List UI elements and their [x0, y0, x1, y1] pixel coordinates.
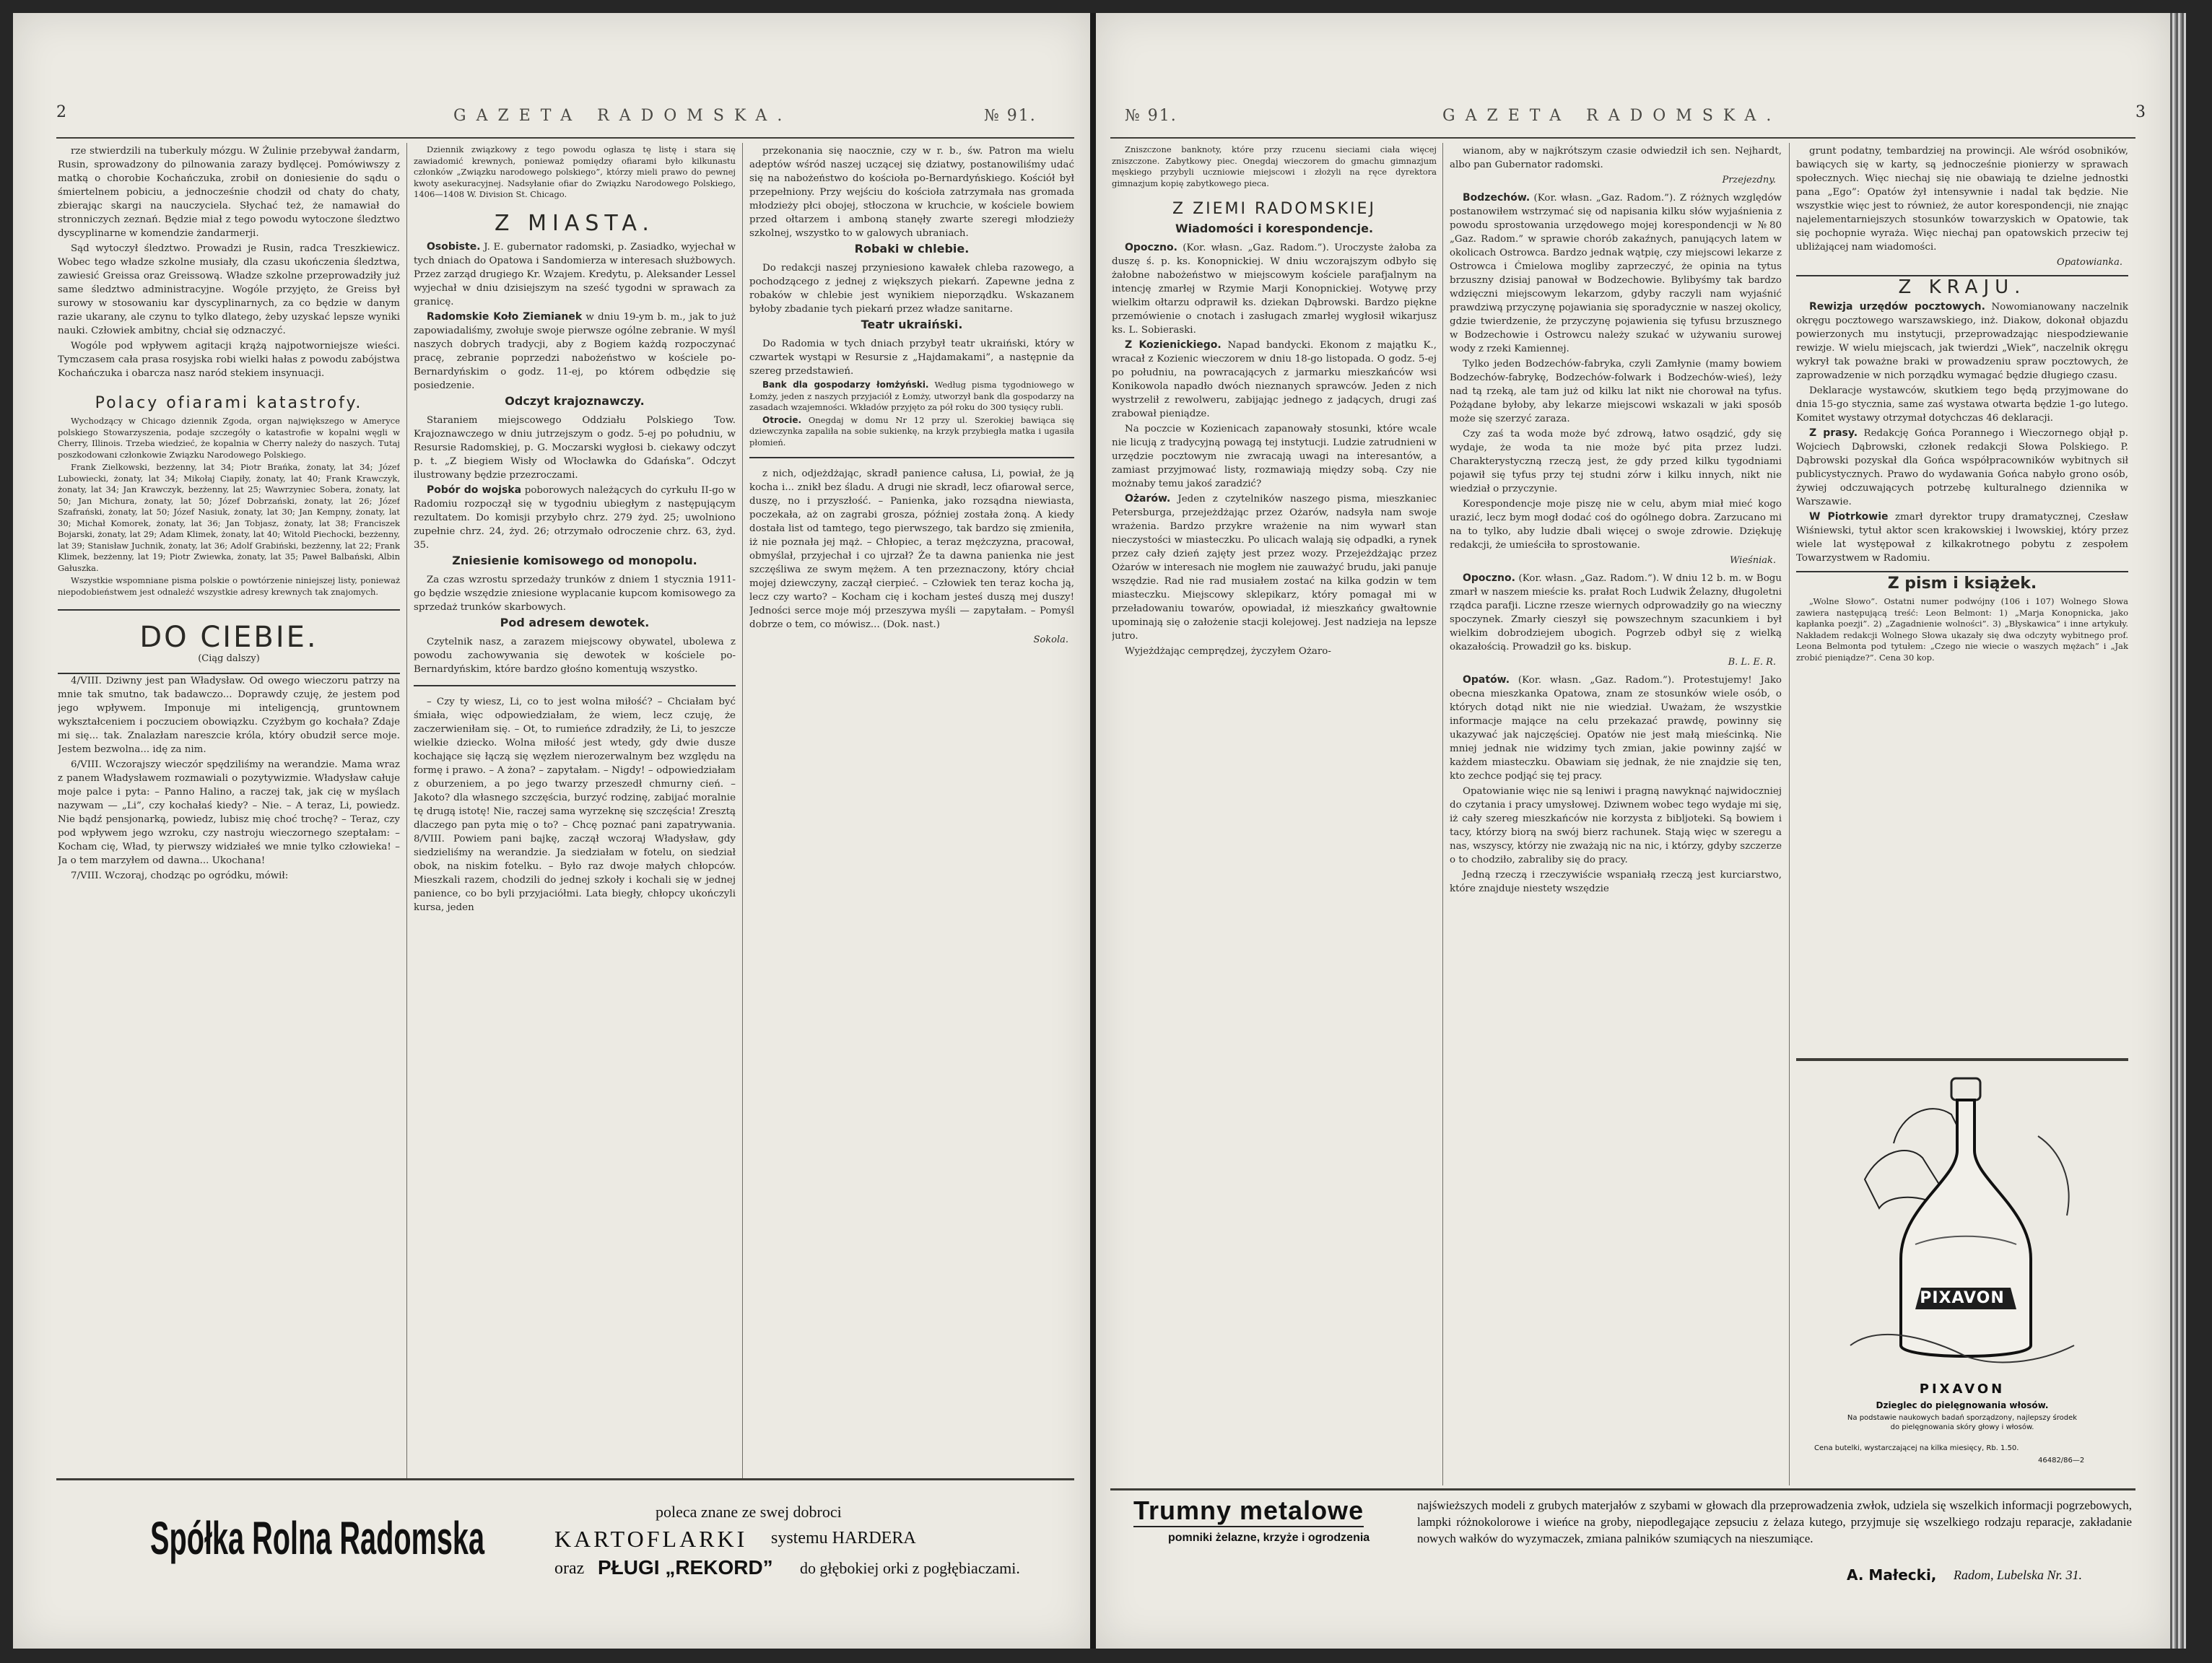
subhead: Teatr ukraiński. — [861, 318, 963, 331]
ad-brand: PIXAVON — [1920, 1289, 2005, 1307]
story-subtitle: (Ciąg dalszy) — [198, 653, 260, 664]
article-text: (Kor. własn. „Gaz. Radom.”). W dniu 12 b. m. w Bogu zmarł w naszem mieście ks. prałat Roch Ludwik Żelazny, długoletni rządca parafji. Liczne rzesze wiernych odprowadziły go na wieczny spoczynek. Zmarły cieszył się powszechnym szacunkiem i był wielkim dobrodziejem ubogich. Pogrzeb odbył się z wielką okazałością. Prowadził go ks. biskup. — [1450, 573, 1782, 652]
article-text: Jeden z czytelników naszego pisma, mieszkaniec Petersburga, przejeżdżając przez Ożarów, nadsyła nam swoje wrażenia. Bardzo przykre wrażenie na nim wywarł stan nieczystości w miasteczku. Po ulicach walają się odpadki, a rynek przez cały dzień zajęty jest przez wozy. Przejeżdżając przez Ożarów w interesach nie mogłem nie zauważyć brudu, jaki panuje wszędzie. Rad nie rad musiałem zostać na kilka godzin w tem miasteczku. Miejscowy sklepikarz, który pomagał mi w przeładowaniu towarów, opowiadał, iż mieszkańcy gwałtownie upominają się o założenie stacji kolejowej. Jest nadzieja na lepsze jutro. — [1112, 494, 1437, 642]
article-text: Na poczcie w Kozienicach zapanowały stosunki, które wcale nie licują z tradycyjną powagą tej instytucji. Ludzie zatrudnieni w urzędzie pocztowym nie zwracają uwagi na interesantów, a zamiast przyjmować listy, rozmawiają między sobą. Czy nie możnaby temu jakoś zaradzić? — [1112, 424, 1437, 489]
ad-brand: PIXAVON — [1919, 1382, 2006, 1397]
right-column-2 — [1450, 144, 1782, 1480]
ad-owner: A. Małecki, — [1847, 1566, 1937, 1584]
ad-price: Cena butelki, wystarczającej na kilka miesięcy, Rb. 1.50. — [1814, 1444, 2019, 1452]
subhead: Z prasy. — [1809, 427, 1858, 439]
right-column-1 — [1112, 144, 1437, 1480]
article-text: Korespondencje moje piszę nie w celu, abym miał mieć kogo urazić, lecz bym mogł dodać coś do ogólnego dobra. Zarzucano mi na to tylko, aby ludzie dbali więcej o swoje zdrowie. Dziękuję redakcji, że umieściła to sprostowanie. — [1450, 499, 1782, 551]
subhead: Ożarów. — [1125, 493, 1171, 505]
story-title: DO CIEBIE. — [139, 621, 318, 654]
subhead: Pobór do wojska — [427, 484, 522, 496]
article-text: Do redakcji naszej przyniesiono kawałek chleba razowego, a pochodzącego z jednej z większych piekarń. Zapewne jedna z robaków w chlebie jest wynikiem nieporządku. Wskazanem byłoby zbadanie tych piekarń przez władze sanitarne. — [749, 263, 1074, 315]
ad-subtitle: pomniki żelazne, krzyże i ogrodzenia — [1168, 1532, 1370, 1544]
article-text: Nowomianowany naczelnik okręgu pocztowego warszawskiego, inż. Diakow, dokonał objazdu powierzonych mu instytucji, przeprowadzając niespodziewanie rewizje. W wielu miejscach, jak twierdzi „Wiek”, naczelnik okręgu wykrył tak poważne braki w prowadzeniu spraw pocztowych, że zaprowadzenie w nich porządku wymagać będzie długiego czasu. — [1796, 302, 2128, 381]
section-rule — [1796, 571, 2128, 572]
subhead: Radomskie Koło Ziemianek — [427, 310, 583, 323]
section-subtitle: Wiadomości i korespondencje. — [1175, 222, 1374, 235]
page-gutter — [1090, 13, 1096, 1649]
ad-address: Radom, Lubelska Nr. 31. — [1954, 1568, 2083, 1582]
column-divider — [742, 143, 743, 1478]
section-title: Z KRAJU. — [1898, 276, 2026, 298]
subhead: Pod adresem dewotek. — [500, 615, 650, 629]
article-text: Jedną rzeczą i rzeczywiście wspaniałą rzeczą jest kurciarstwo, które znajduje niestety wszędzie — [1450, 870, 1782, 894]
article-text: Napad bandycki. Ekonom z majątku K., wracał z Kozienic wieczorem w dniu 18-go listopada. O godz. 5-ej po południu, na powracających z jarmarku mieszkańców wsi Konikowola napadło dwóch nieznanych sprawców. Jeden z nich wystrzelił z rewolweru, zabijając jednego z jadących, drugi zaś zrabował pieniądze. — [1112, 340, 1437, 419]
trumny-ad — [1125, 1494, 2135, 1584]
subhead: W Piotrkowie — [1809, 511, 1889, 523]
ad-line: systemu HARDERA — [771, 1529, 916, 1548]
article-text: Opatowianie więc nie są leniwi i pragną nawyknąć najwidoczniej do czytania i pracy umysłowej. Dziwnem wobec tego wydaje mi się, iż cały szereg mieszkańców nie korzysta z bibljoteki. Są bowiem i tacy, którzy biorą na swój bierz rachunek. Stają więc w szeregu a nas, wszyscy, którzy nie zważają nic na nic, i którzy, gdyby szczerze o to chodziło, zabraliby się do pracy. — [1450, 786, 1782, 865]
left-column-3 — [749, 144, 1074, 1472]
left-column-1 — [58, 144, 400, 1472]
right-column-3 — [1796, 144, 2128, 1054]
subhead: Zniesienie komisowego od monopolu. — [452, 553, 697, 567]
column-divider — [406, 143, 407, 1478]
ad-product: KARTOFLARKI — [554, 1526, 748, 1552]
section-title: Z pism i książek. — [1887, 575, 2037, 593]
ad-rule — [56, 1478, 1074, 1480]
ad-rule — [1110, 1488, 2135, 1490]
article-text: Redakcję Gońca Porannego i Wieczornego objął p. Wojciech Dąbrowski, członek redakcji Słowa Polskiego. P. Dąbrowski pozyskał dla Gońca współpracowników wybitnych sił publicystycznych. Prawo do wydawania Gońca nabyło grono osób, żywiej odczuwających potrzebę kulturalnego dziennika w Warszawie. — [1796, 428, 2128, 507]
article-text: Sąd wytoczył śledztwo. Prowadzi je Rusin, radca Treszkiewicz. Wobec tego władze szkolne musiały, dla czasu ukończenia śledztwa, zawiesić Greissa oraz Greissową. Władze szkolne przeprowadziły już same śledztwo administracyjne. Wogóle przyjęto, że Greiss był surowy w stosowaniu kar dyscyplinarnych, za co będzie w danym razie ukarany, ale czynu to tylko dlatego, żeby uzyskać lepsze wyniki nauki. Człowiek ambitny, chciał się odznaczyć. — [58, 243, 400, 336]
subhead: Opatów. — [1463, 674, 1510, 686]
section-rule — [1796, 275, 2128, 276]
article-text: Wychodzący w Chicago dziennik Zgoda, organ największego w Ameryce polskiego Stowarzyszenia, podaje szczegóły o katastrofie w kopalni węgli w Cherry, Illinois. Trzeba wiedzieć, że kopalnia w Cherry należy do naszych. Tutaj poszkodowani członkowie Związku Narodowego Polskiego. — [58, 416, 400, 460]
article-text: Onegdaj w domu Nr 12 przy ul. Szerokiej bawiąca się dziewczynka zapaliła na sobie sukienkę, na krzyk przybiegła matka i ugasiła płomień. — [749, 414, 1074, 448]
subhead: Opoczno. — [1125, 242, 1177, 253]
ad-code: 46482/86—2 — [2038, 1457, 2085, 1465]
page-number-right: 3 — [2135, 103, 2146, 121]
names-list: Frank Zielkowski, bezżenny, lat 34; Piotr Brańka, żonaty, lat 34; Józef Lubowiecki, żonaty, lat 34; Mikołaj Ciapiły, żonaty, lat 40; Frank Krawczyk, żonaty, lat 34; Jan Krawczyk, bezżenny, lat 25; Wawrzyniec Sobera, żonaty, lat 50; Jan Michura, żonaty, lat 50; Józef Dobrzański, żonaty, lat 26; Józef Szafrański, żonaty, lat 50; Józef Nasiuk, żonaty, lat 30; Jan Kempny, żonaty, lat 30; Michał Komorek, żonaty, lat 36; Jan Tobjasz, żonaty, lat 38; Franciszek Bojarski, żonaty, lat 29; Adam Klimek, żonaty, lat 40; Witold Piechocki, bezżenny, lat 39; Stanisław Juchnik, żonaty, lat 36; Adolf Grabiński, bezżenny, lat 22; Frank Klimek, bezżenny, lat 19; Piotr Zwiewka, żonaty, lat 35; Paweł Balbański, Albin Gałuszka. — [58, 462, 400, 573]
article-text: (Kor. własn. „Gaz. Radom.”). Uroczyste żałoba za duszę ś. p. ks. Konopnickiej. W dniu wczorajszym odbyło się żałobne nabożeństwo w miejscowym kościele parafjalnym na intencję zmarłej w Rzymie Marji Konopnickiej. Wotywę przy wielkim ołtarzu odprawił ks. dziekan Dąbrowski. Bardzo piękne przemówienie o cnotach i zasługach zmarłej wygłosił wikarjusz ks. L. Sobieraski. — [1112, 243, 1437, 336]
article-text: zmarł dyrektor trupy dramatycznej, Czesław Wiśniewski, tytuł aktor scen krakowskiej i lwowskiej, który przez wiele lat występował z kilkakrotnego pobytu z zespołem Towarzystwem w Radomiu. — [1796, 512, 2128, 564]
section-title: Z MIASTA. — [495, 210, 655, 236]
story-text: 7/VIII. Wczoraj, chodząc po ogródku, mówił: — [71, 870, 289, 881]
story-signature: Sokola. — [1033, 634, 1068, 645]
ad-line: poleca znane ze swej dobroci — [656, 1503, 842, 1521]
left-column-2 — [414, 144, 736, 1472]
story-text: z nich, odjeżdżając, skradł panience całusa, Li, powiał, że ją kocha i... znikł bez śladu. A drugi nie skradł, lecz ofiarował serce, duszę, no i przyszłość. – Panienka, jako rozsądna niewiasta, poczekała, aż on zagrabi grosza, później została żoną. A kiedy dostała list od tamtego, tego pierwszego, tak bardzo się zmieniła, iż nie poznała jej mąż. – Chłopiec, a teraz mężczyzna, pracował, obmyślał, przyjechał i co ujrzał? Że ta dawna panienka nie jest szczęśliwa ze swym mężem. A ten przeznaczony, który chciał mojej dziewczyny, zaczął cierpieć. – Człowiek ten teraz kocha ją, lecz czy warto? – Kocham cię i kocham jesteś duszą mej duszy! Jedności serce moje mój przeszywa myśli — zapytałam. – Pomyśl dobrze o tem, co mówisz... (Dok. nast.) — [749, 468, 1074, 630]
subhead: Otrocie. — [762, 414, 802, 425]
bottle-illustration — [1821, 1071, 2103, 1374]
issue-number-right: № 91. — [1125, 107, 1177, 125]
right-page — [1096, 13, 2170, 1649]
article-signature: Opatowianka. — [2057, 257, 2122, 268]
article-signature: Przejezdny. — [1722, 175, 1776, 185]
subhead: Bank dla gospodarzy łomżyński. — [762, 380, 929, 390]
page-number-left: 2 — [56, 103, 66, 121]
article-text: grunt podatny, tembardziej na prowincji. Ale wśród osobników, bawiących się w karty, są jednocześnie pionierzy w sprawach społecznych. Więc niechaj się nie obawiają te dzielne jednostki pana „Ego”: Opatów żył intensywnie i nadal tak będzie. Nie wszystkie więc jest to również, że autor korespondencji, nie znając najelementarniejszych stosunków towarzyskich w Opatowie, tak się pochopnie wyraża. Więc niechaj pan opatowskich przeciw tej ubliżającej nam wiadomości. — [1796, 146, 2128, 253]
pixavon-ad — [1800, 1067, 2125, 1485]
story-text: – Czy ty wiesz, Li, co to jest wolna miłość? – Chciałam być śmiała, więc odpowiedziałam, że wiem, lecz czuję, że zaczerwieniłam się. – Ot, to rumieńce zdradziły, że Li, to jeszcze wielkie dziecko. Wolna miłość jest wtedy, gdy dwie dusze kochające się łączą się węzłem nierozerwalnym bez względu na formę i prawo. – A żona? – zapytałam. – Nigdy! – odpowiedziałam z oburzeniem, a po jego twarzy przeszedł chmurny cień. – Jakoto? dla własnego szczęścia, burzyć rodzinę, zabijać moralnie tę drugą istotę! Nie, raczej sama wyrzeknę się szczęścia! Zresztą dlaczego pan pyta mię o to? – Chcę poznać pani zapatrywania. 8/VIII. Powiem pani bajkę, zaczął wczoraj Władysław, gdy siedzieliśmy na werandzie. Ja siedziałam w fotelu, on siedział obok, na niskim fotelku. – Było raz dwoje małych chłopców. Mieszkali razem, chodzili do jednej szkoły i kochali się w jednej panience, co bo byli przyjaciółmi. Lata biegły, chłopcy ukończyli kursa, jeden — [414, 696, 736, 913]
story-text: 6/VIII. Wczorajszy wieczór spędziliśmy na werandzie. Mama wraz z panem Władysławem rozmawiali o pozytywizmie. Władysław całuje moje palce i pyta: – Panno Halino, a raczej tak, jak cię w myślach nazywam — „Li”, czy kochałaś kiedy? – Nie. – A teraz, Li, powiedz. Nie bądź pensjonarką, powiedz, lubisz mię choć trochę? – Teraz, czy pod wpływem jego wzroku, czy nastroju wieczornego szeptałam: – Kocham cię, Wład, ty pierwszy widziałeś we mnie tylko człowieka! – Ja o tem marzyłem od dawna... Ukochana! — [58, 759, 400, 866]
story-rule — [749, 457, 1074, 458]
masthead-right: GAZETA RADOMSKA. — [1442, 107, 1782, 125]
header-rule — [1110, 137, 2135, 139]
ad-company: Spółka Rolna Radomska — [150, 1512, 485, 1564]
article-text: „Wolne Słowo”. Ostatni numer podwójny (106 i 107) Wolnego Słowa zawiera następującą treść: Leon Belmont: 1) „Marja Konopnicka, jako kapłanka poezji”. 2) „Zagadnienie wolności”. 3) „Błyskawica” i inne artykuły. Nakładem redakcji Wolnego Słowa ukazały się dwa odczyty wybitnego prof. Leona Belmonta pod tytułem: „Czego nie wiecie o waszych mężach” i „Jak zrobić pieniądze?”. Cena 30 kop. — [1796, 596, 2128, 663]
story-text: 4/VIII. Dziwny jest pan Władysław. Od owego wieczoru patrzy na mnie tak smutno, tak badawczo... Doprawdy czuję, że jestem pod jego wpływem. Imponuje mi inteligencją, gruntownem wykształceniem i poczuciem obowiązku. Czyżbym go kochała? Zdaje mi się... tak. Znalazłam nareszcie króla, który obudził serce moje. Jestem bezwolna... idę za nim. — [58, 676, 400, 755]
newspaper-spread — [13, 13, 2186, 1649]
subhead: Robaki w chlebie. — [854, 242, 970, 256]
article-text: Staraniem miejscowego Oddziału Polskiego Tow. Krajoznawczego w dniu jutrzejszym o godz. 5-ej po południu, w Resursie Radomskiej, p. G. Moczarski wygłosi b. ciekawy odczyt p. t. „Z biegiem Wisły od Włocławka do Gdańska”. Odczyt ilustrowany będzie przezroczami. — [414, 414, 736, 481]
article-text: wianom, aby w najkrótszym czasie odwiedził ich sen. Nejhardt, albo pan Gubernator radomski. — [1450, 146, 1782, 170]
column-divider — [1789, 143, 1790, 1485]
ad-title: Trumny metalowe — [1133, 1496, 1364, 1527]
ad-line: oraz — [554, 1559, 585, 1578]
article-text: Wogóle pod wpływem agitacji krążą najpotworniejsze wieści. Tymczasem cała prasa rosyjska robi wielki hałas z powodu zabójstwa Kochańczuka i obarcza nasz naród stekiem insynuacji. — [58, 341, 400, 379]
masthead-left: GAZETA RADOMSKA. — [453, 107, 793, 125]
article-text: w dniu 19-ym b. m., jak to już zapowiadaliśmy, zwołuje swoje pierwsze ogólne zebranie. W myśl naszych dobrych tradycji, aby z Bogiem każdą rozpoczynać pracę, zebranie poprzedzi nabożeństwo w kościele po-Bernardyńskim o godz. 11-ej, po którem odbędzie się posiedzenie. — [414, 311, 736, 391]
ad-text: Na podstawie naukowych badań sporządzony, najlepszy środek do pielęgnowania skóry głowy i włosów. — [1847, 1414, 2078, 1431]
article-text: Do Radomia w tych dniach przybył teatr ukraiński, który w czwartek wystąpi w Resursie z „Hajdamakami”, a następnie da szereg przedstawień. — [749, 339, 1074, 377]
ad-line: do głębokiej orki z pogłębiaczami. — [800, 1559, 1020, 1577]
ad-tagline: Dzieglec do pielęgnowania włosów. — [1876, 1400, 2049, 1410]
article-text: Dziennik związkowy z tego powodu ogłasza tę listę i stara się zawiadomić krewnych, ponieważ pomiędzy ofiarami było kilkunastu członków „Związku narodowego polskiego”, którzy mieli prawo do pewnej kwoty asekuracyjnej. Nadsyłanie ofiar do Związku Narodowego Polskiego, 1406—1408 W. Division St. Chicago. — [414, 144, 736, 199]
ad-rule — [1796, 1058, 2128, 1061]
left-page — [13, 13, 1090, 1649]
subhead: Bodzechów. — [1463, 192, 1530, 204]
subhead: Odczyt krajoznawczy. — [505, 393, 645, 408]
subhead: Rewizja urzędów pocztowych. — [1809, 301, 1985, 313]
article-text: Za czas wzrostu sprzedaży trunków z dniem 1 stycznia 1911-go będzie wszędzie zniesione wyplacanie kupcom komisowego za sprzedaż trunków skarbowych. — [414, 574, 736, 613]
article-text: Deklaracje wystawców, skutkiem tego będą przyjmowane do dnia 15-go stycznia, same zaś wystawa otwarta będzie 1-go lutego. Komitet wystawy otrzymał dotychczas 46 deklaracji. — [1796, 385, 2128, 424]
subhead: Osobiste. — [427, 240, 481, 253]
article-text: rze stwierdzili na tuberkuly mózgu. W Żulinie przebywał żandarm, Rusin, sprowadzony do pilnowania zarazy bydlęcej. Pomówiwszy z matką o chorobie Kochańczuka, zrobił on doniesienie do sądu o śmiertelnem pobiciu, a jednocześnie chodził od chaty do chaty, zbierając skargi na nauczyciela. Słychać też, że namawiał do stronniczych zeznań. Będzie miał z tego powodu wytoczone śledztwo dyscyplinarne w komendzie żandarmerji. — [58, 146, 400, 239]
article-text: Czy zaś ta woda może być zdrową, łatwo osądzić, gdy się wydaje, że woda ta nie może być pita przez ludzi. Charakterystyczną rzeczą jest, że gdy przed kilku tygodniami pojawił się tyfus przy tej studni zórw i kilku innych, nikt nie wiedział o przyczynie. — [1450, 429, 1782, 494]
page-edge-stack — [2170, 13, 2186, 1649]
article-text: Czytelnik nasz, a zarazem miejscowy obywatel, ubolewa z powodu zachowywania się dewotek w kościele po-Bernardyńskim, które bardzo głośno komentują wszystko. — [414, 636, 736, 675]
article-text: Według pisma tygodniowego w Łomży, jeden z naszych przyjaciół z Łomży, utworzył bank dla gospodarzy na zasadach wzajemności. Wkładów przyjęto za pół roku do 300 tysięcy rubli. — [749, 380, 1074, 412]
story-rule — [414, 685, 736, 686]
column-divider — [1442, 143, 1443, 1485]
subhead: Opoczno. — [1463, 572, 1515, 584]
spolka-rolna-ad — [78, 1500, 1067, 1586]
article-text: Zniszczone banknoty, które przy rzucenu sieciami ciała więcej zniszczone. Zabytkowy piec. Onegdaj wieczorem do gmachu gimnazjum męskiego przybyli uczniowie miejscowi i złożyli na ręce dyrektora gimnazjum kopię zabytkowego pieca. — [1112, 144, 1437, 188]
article-text: Wyjeżdżając cemprędzej, życzyłem Ożaro- — [1125, 646, 1331, 657]
section-title: Polacy ofiarami katastrofy. — [95, 394, 363, 412]
article-text: Tylko jeden Bodzechów-fabryka, czyli Zamłynie (mamy bowiem Bodzechów-fabrykę, Bodzechów-folwark i Bodzechów-wieś), leży nad tą rzeką, ale tam już od kilku lat nikt nie chorował na tyfus. Pożądane byłoby, aby lekarze miejscowi wskazali w jaki sposób może się szerzyć zaraza. — [1450, 359, 1782, 424]
issue-number-left: № 91. — [984, 107, 1037, 125]
article-text: (Kor. własn. „Gaz. Radom.”). Z różnych względów postanowiłem wstrzymać się od napisania kilku słów wyjaśnienia z powodu sprostowania urzędowego mojej korespondencji w №80 „Gaz. Radom.” w sprawie chorób zakaźnych, panujących latem w okolicach Ostrowca. Bardzo jednak wątpię, czy miejscowi lekarze z Ostrowca i Ćmielowa mogliby zaprzeczyć, że opinia na tytus brzuszny dzisiaj panował w Bodzechowie. Bylibyśmy tak bardzo wdzięczni miejscowym lekarzom, gdyby raczyli nam wyjaśnić prawdziwą przyczynę pojawiania się sporadycznie w naszej okolicy, gdzie twierdzenie, że przyczynę pojawienia się tyfusu brzusznego w Bodzechowie i Ostrowcu należy szukać w używaniu surowej wody z rzeki Kamiennej. — [1450, 193, 1782, 354]
ad-text: najświeższych modeli z grubych materjałów z szybami w głowach dla przeprowadzenia zwłok, udziela się wszelkich informacji pogrzebowych, lampki różnokolorowe i wieńce na groby, niepodlegające zepsuciu z żelaza kutego, przyjmuje się wszelkiego rodzaju reparacje, zakładanie nowych wałków do wyzymaczek, zmiana palników szumiących na nieszumiące. — [1417, 1498, 2132, 1545]
section-title: Z ZIEMI RADOMSKIEJ — [1172, 200, 1376, 218]
header-rule — [56, 137, 1074, 139]
article-text: (Kor. własn. „Gaz. Radom.”). Protestujemy! Jako obecna mieszkanka Opatowa, znam ze stosunków wiele osób, o których dotąd nikt nie nie wiedział. Uważam, że wszystkie informacje mające na celu przekazać prawdę, powinny się ukazywać jak najczęściej. Opatów nie jest małą mieścinką. Nie mniej jednak nie widzimy tych zmian, jakie powinny zajść w każdem miasteczku. Obawiam się jednak, że nie znajdzie się ten, kto zechce podjąć się tej pracy. — [1450, 675, 1782, 782]
subhead: Z Kozienickiego. — [1125, 339, 1222, 351]
ad-product: PŁUGI „REKORD” — [598, 1556, 773, 1579]
article-note: Wszystkie wspomniane pisma polskie o powtórzenie niniejszej listy, ponieważ niepodobieństwem jest odnaleźć wszystkie adresy krewnych tak znajomych. — [58, 575, 400, 597]
article-text: przekonania się naocznie, czy w r. b., św. Patron ma wielu adeptów wśród naszej uczącej się dziatwy, postanowiliśmy udać się na nabożeństwo do kościoła po-Bernardyńskiego. Kościół był przepełniony. Przy wejściu do kościoła zatrzymała nas gromada młodzieży płci obojej, stłoczona w kruchcie, w kościele bowiem przed ołtarzem i amboną stanęły zwarte szeregi młodzieży szkolnej, wszystko to w galowych ubraniach. — [749, 146, 1074, 239]
article-signature: Wieśniak. — [1730, 555, 1776, 566]
article-text: J. E. gubernator radomski, p. Zasiadko, wyjechał w tych dniach do Opatowa i Sandomierza w interesach służbowych. Przez zarząd drugiego Kr. Wzajem. Kredytu, p. Aleksander Lessel wyjechał w dniu dzisiejszym na sześć tygodni w sprawach za granicę. — [414, 241, 736, 307]
article-text: poborowych należących do cyrkułu II-go w Radomiu rozpoczął się w tygodniu ubiegłym z następującym rezultatem. Do komisji przybyło chrz. 279 żyd. 25; uwolniono zupełnie chrz. 24, żyd. 26; otrzymało odroczenie chrz. 63, żyd. 35. — [414, 484, 736, 551]
article-signature: B. L. E. R. — [1728, 657, 1776, 668]
